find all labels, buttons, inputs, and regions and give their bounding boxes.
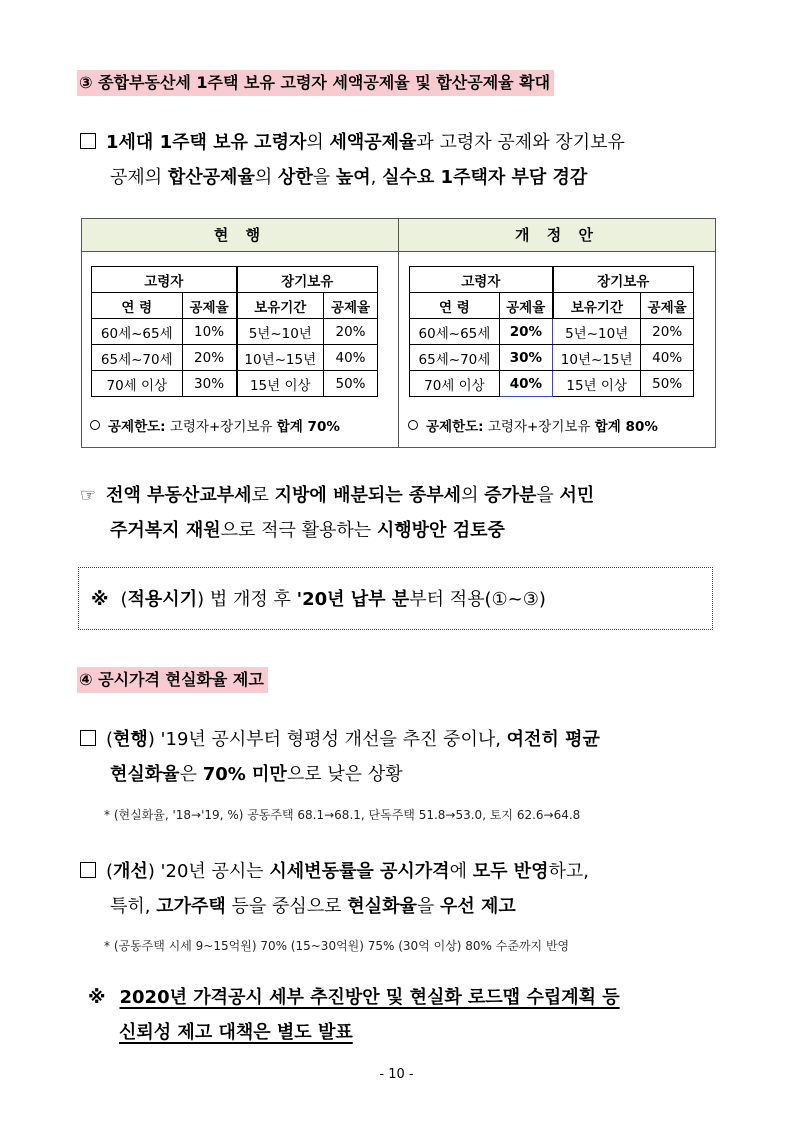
cell-period: 15년 이상 (553, 371, 641, 397)
proposal-deduction-table (409, 266, 694, 397)
apply-period-box (78, 567, 713, 630)
table-row (410, 371, 694, 397)
cell-age: 60세~65세 (410, 319, 500, 345)
group-longterm: 장기보유 (553, 267, 694, 293)
section-4-item-current: (현행) '19년 공시부터 형평성 개선을 추진 중이나, 여전히 평균 현실화율은 70% 미만으로 낮은 상황 (80, 722, 720, 792)
cell-rate-changed: 40% (499, 371, 552, 397)
cell-rate: 10% (182, 319, 236, 345)
closing-note: ※ 2020년 가격공시 세부 추진방안 및 현실화 로드맵 수립계획 등 신뢰성 제고 대책은 별도 발표 (88, 987, 620, 1043)
group-elderly: 고령자 (92, 267, 237, 293)
cell-rate-changed: 30% (499, 345, 552, 371)
cell-rate2: 20% (641, 319, 694, 345)
section-3-bullet: 1세대 1주택 보유 고령자의 세액공제율과 고령자 공제와 장기보유 공제의 합산공제율의 상한을 높여, 실수요 1주택자 부담 경감 (80, 125, 720, 195)
cell-age: 65세~70세 (410, 345, 500, 371)
cell-age: 70세 이상 (92, 371, 183, 397)
checkbox-square-icon (80, 730, 96, 746)
cell-period: 15년 이상 (237, 371, 324, 397)
cell-rate-changed: 20% (499, 319, 552, 345)
section-3-heading: ③ 종합부동산세 1주택 보유 고령자 세액공제율 및 합산공제율 확대 (77, 70, 554, 96)
checkbox-square-icon (80, 862, 96, 878)
footnote-improve: * (공동주택 시세 9~15억원) 70% (15~30억원) 75% (30억 이상) 80% 수준까지 반영 (104, 939, 570, 953)
checkbox-square-icon (80, 133, 96, 149)
comparison-table (81, 218, 716, 448)
cell-period: 5년~10년 (553, 319, 641, 345)
group-longterm: 장기보유 (237, 267, 378, 293)
current-limit: 공제한도: 고령자+장기보유 합계 70% (90, 415, 340, 435)
footnote-current: * (현실화율, '18→'19, %) 공동주택 68.1→68.1, 단독주택 51.8→53.0, 토지 62.6→64.8 (104, 808, 581, 822)
group-elderly: 고령자 (410, 267, 553, 293)
col-age: 연 령 (410, 293, 500, 319)
table-row (92, 345, 378, 371)
col-period: 보유기간 (237, 293, 324, 319)
cell-period: 5년~10년 (237, 319, 324, 345)
col-rate: 공제율 (499, 293, 552, 319)
section-4-heading: ④ 공시가격 현실화율 제고 (77, 667, 268, 693)
pointing-hand-icon: ☞ (80, 485, 97, 506)
proposal-header: 개 정 안 (399, 219, 715, 252)
col-period: 보유기간 (553, 293, 641, 319)
cell-rate2: 20% (324, 319, 378, 345)
table-row (92, 371, 378, 397)
cell-rate: 30% (182, 371, 236, 397)
section-4-item-improve: (개선) '20년 공시는 시세변동률을 공시가격에 모두 반영하고, 특히, 고가주택 등을 중심으로 현실화율을 우선 제고 (80, 854, 720, 924)
page-number: - 10 - (379, 1067, 414, 1082)
table-divider (398, 219, 399, 447)
current-header: 현 행 (82, 219, 398, 252)
circle-bullet-icon (90, 420, 100, 430)
cell-age: 65세~70세 (92, 345, 183, 371)
cell-rate: 20% (182, 345, 236, 371)
col-rate2: 공제율 (641, 293, 694, 319)
cell-rate2: 50% (324, 371, 378, 397)
apply-period-text: ※ (적용시기) 법 개정 후 '20년 납부 분부터 적용(①~③) (91, 589, 546, 610)
proposal-limit: 공제한도: 고령자+장기보유 합계 80% (408, 415, 658, 435)
current-deduction-table (91, 266, 378, 397)
cell-period: 10년~15년 (553, 345, 641, 371)
col-age: 연 령 (92, 293, 183, 319)
cell-rate2: 50% (641, 371, 694, 397)
table-row (92, 319, 378, 345)
circle-bullet-icon (408, 420, 418, 430)
cell-age: 70세 이상 (410, 371, 500, 397)
cell-rate2: 40% (324, 345, 378, 371)
col-rate2: 공제율 (324, 293, 378, 319)
table-row (410, 319, 694, 345)
table-row (410, 345, 694, 371)
cell-rate2: 40% (641, 345, 694, 371)
pointer-paragraph: ☞ 전액 부동산교부세로 지방에 배분되는 종부세의 증가분을 서민 주거복지 재원으로 적극 활용하는 시행방안 검토중 (80, 485, 595, 541)
cell-age: 60세~65세 (92, 319, 183, 345)
col-rate: 공제율 (182, 293, 236, 319)
cell-period: 10년~15년 (237, 345, 324, 371)
